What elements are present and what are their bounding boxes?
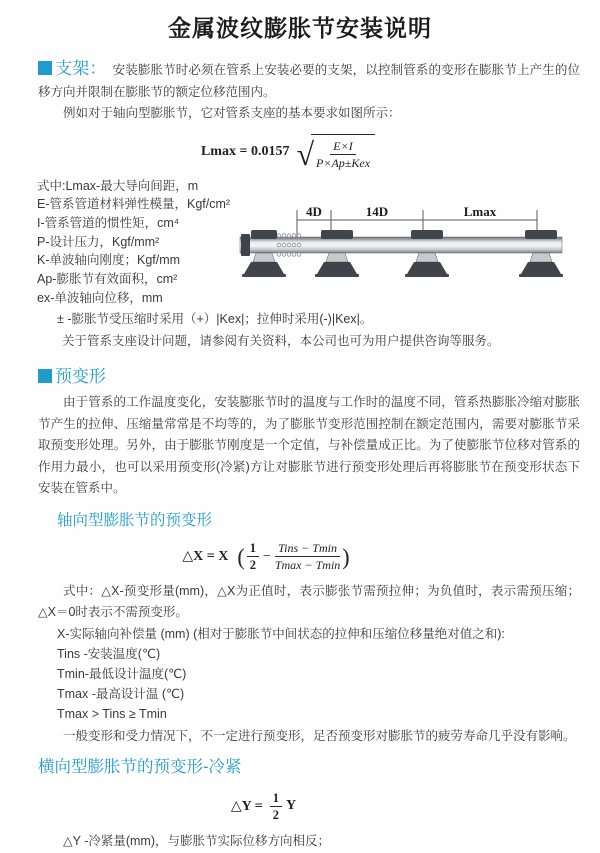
pipe-end-flange <box>241 234 250 256</box>
axial-definition-item: Tmax -最高设计温 (℃) <box>57 686 185 701</box>
dim-label-4d: 4D <box>306 203 322 219</box>
section-square-icon <box>38 61 52 75</box>
axial-explain: 式中：△X-预变形量(mm)，△X为正值时，表示膨张节需预拉伸；为负值时，表示需预压缩；△X＝0时表示不需预变形。 <box>38 583 580 620</box>
plus-minus-note: ± -膨胀节受压缩时采用（+）|Kex|；拉伸时采用(-)|Kex|。 <box>57 312 373 327</box>
pipe-support <box>315 230 359 277</box>
lmax-fraction-numerator: E×I <box>330 139 355 155</box>
definition-item: K-单波轴向刚度；Kgf/mm <box>37 253 181 268</box>
half-denominator: 2 <box>272 807 279 822</box>
temperature-denominator: Tmax − Tmin <box>274 558 341 573</box>
axial-definition-item: Tins -安装温度(℃) <box>57 646 161 661</box>
predeform-heading-text: 预变形 <box>55 367 106 387</box>
axial-formula <box>0 539 600 575</box>
lateral-note: △Y -冷紧量(mm)，与膨胀节实际位移方向相反； <box>63 834 331 849</box>
lateral-formula <box>0 789 600 823</box>
support-intro-text: 安装膨胀节时必须在管系上安装必要的支架，以控制管系的变形在膨胀节上产生的位移方向并限制在膨胀节的额定位移范围内。 <box>38 63 581 99</box>
axial-definition-item: Tmax > Tins ≥ Tmin <box>57 706 167 721</box>
close-paren: ) <box>342 543 350 570</box>
lmax-formula <box>0 131 600 173</box>
lateral-formula-prefix: △Y = <box>230 798 263 814</box>
pipe-support <box>405 230 449 277</box>
temperature-fraction <box>275 541 340 572</box>
support-section-heading: 支架： <box>55 59 107 78</box>
axial-subheading: 轴向型膨胀节的预变形 <box>57 511 213 529</box>
one-half-fraction <box>270 791 282 822</box>
definitions-intro: 式中:Lmax-最大导向间距，m <box>37 178 199 193</box>
definition-item: E-管系管道材料弹性模量，Kgf/cm² <box>37 197 231 212</box>
open-paren: ( <box>237 543 245 570</box>
temperature-numerator: Tins − Tmin <box>275 541 340 557</box>
predeform-section-heading <box>38 367 600 387</box>
lateral-formula-suffix: Y <box>285 798 297 814</box>
lateral-subheading: 横向型膨胀节的预变形-冷紧 <box>38 758 242 777</box>
definition-item: I-管系管道的惯性矩，cm⁴ <box>37 215 180 230</box>
axial-definition-item: X-实际轴向补偿量 (mm) (相对于膨胀节中间状态的拉伸和压缩位移量绝对值之和): <box>57 626 505 641</box>
lmax-radicand <box>311 134 375 170</box>
half-denominator: 2 <box>249 558 256 573</box>
axial-formula-prefix: △X = X <box>182 549 229 565</box>
definition-item: Ap-膨胀节有效面积，cm² <box>37 272 178 287</box>
document-page <box>0 13 600 849</box>
pipe-support-diagram <box>240 204 570 304</box>
one-half-fraction <box>247 541 259 572</box>
definition-item: P-设计压力，Kgf/mm² <box>37 234 160 249</box>
predeform-body: 由于管系的工作温度变化，安装膨胀节时的温度与工作时的温度不同，管系热膨胀冷缩对膨胀节产生的拉伸、压缩量常常是不均等的，为了膨胀节变形范围控制在额定范围内，需要对膨胀节采取预变形处理。另外，由于膨胀节刚度是一个定值，与补偿量成正比。为了使膨胀节位移对管系的作用力最小，也可以采用预变形(冷紧)方让对膨胀节进行预变形处理后再将膨胀节在预变形状态下安装在管系中。 <box>38 395 580 496</box>
support-example-line: 例如对于轴向型膨胀节，它对管系支座的基本要求如图所示： <box>63 106 401 120</box>
dim-label-14d: 14D <box>365 203 389 219</box>
definitions-and-diagram <box>37 177 600 308</box>
support-closing-note: 关于管系支座设计问题，请参阅有关资料，本公司也可为用户提供咨询等服务。 <box>62 333 500 348</box>
lmax-fraction <box>316 139 370 170</box>
half-numerator: 1 <box>270 791 282 807</box>
page-title: 金属波纹膨胀节安装说明 <box>168 15 432 41</box>
axial-note: 一般变形和受力情况下，不一定进行预变形，足否预变形对膨胀节的疲劳寿命几乎没有影响。 <box>63 728 576 743</box>
section-square-icon <box>38 369 52 383</box>
axial-definition-item: Tmin-最低设计温度(℃) <box>57 666 187 681</box>
axial-definition-list <box>0 624 600 724</box>
support-intro-paragraph <box>38 58 580 103</box>
definition-item: ex-单波轴向位移，mm <box>37 290 163 305</box>
half-numerator: 1 <box>247 541 259 557</box>
minus-operator: − <box>262 548 271 564</box>
dim-label-lmax: Lmax <box>463 203 497 219</box>
lmax-fraction-denominator: P×Ap±Kex <box>316 155 371 170</box>
pipe-support <box>519 230 563 277</box>
sqrt-symbol: √ <box>296 135 315 172</box>
lmax-formula-prefix: Lmax = 0.0157 <box>200 143 290 159</box>
